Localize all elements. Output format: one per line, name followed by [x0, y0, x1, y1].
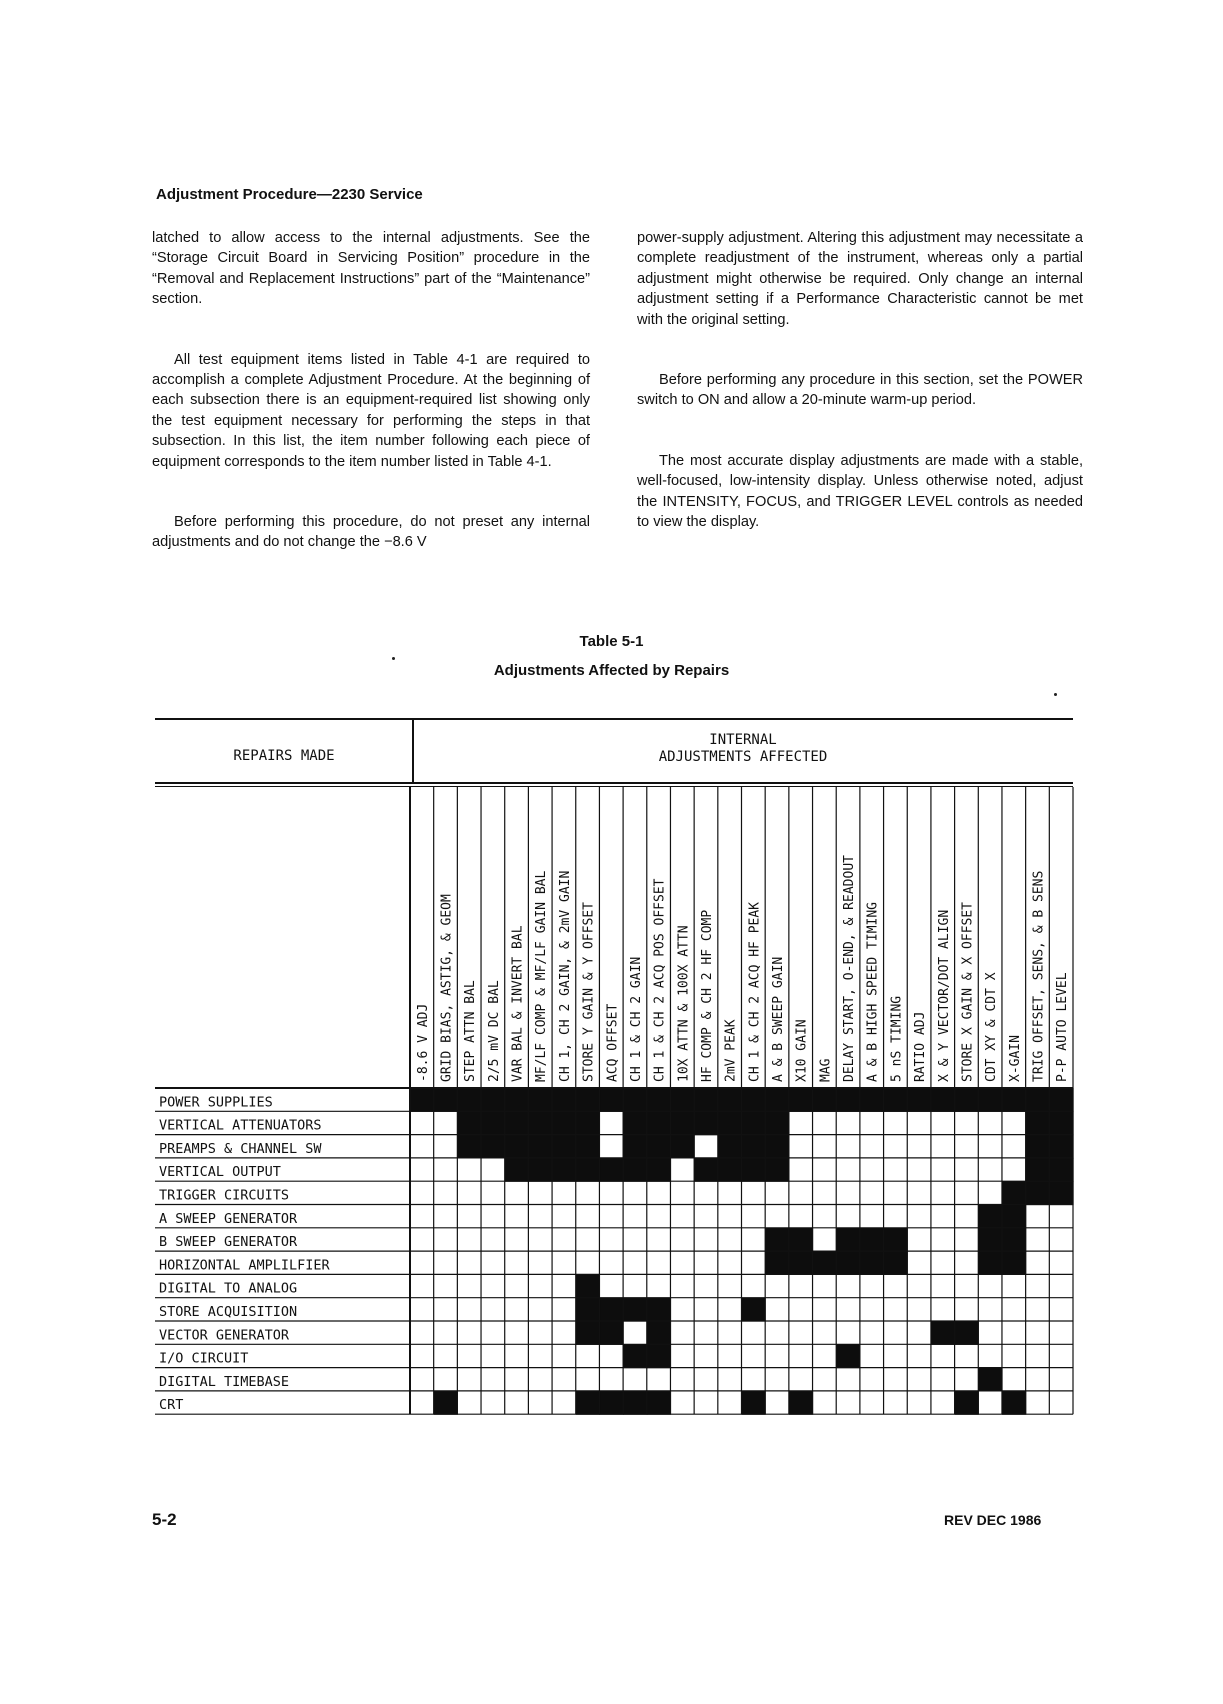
affected-cell [623, 1088, 647, 1112]
affected-cell [1002, 1391, 1026, 1415]
column-header-label: DELAY START, O-END, & READOUT [842, 855, 858, 1082]
affected-cell [647, 1298, 671, 1322]
affected-cell [647, 1158, 671, 1182]
affected-cell [623, 1298, 647, 1322]
internal-header-line-2: ADJUSTMENTS AFFECTED [658, 749, 828, 765]
affected-cell [552, 1158, 576, 1182]
page-number: 5-2 [152, 1510, 177, 1529]
affected-cell [1026, 1088, 1050, 1112]
column-header-label: 5 nS TIMING [889, 995, 905, 1082]
affected-cell [505, 1135, 529, 1159]
affected-cell [599, 1088, 623, 1112]
affected-cell [576, 1111, 600, 1135]
affected-cell [836, 1251, 860, 1275]
affected-cell [789, 1228, 813, 1252]
column-header-label: CH 1 & CH 2 GAIN [628, 956, 644, 1082]
affected-cell [599, 1391, 623, 1415]
affected-cell [978, 1228, 1002, 1252]
affected-cell [552, 1111, 576, 1135]
affected-cell [884, 1228, 908, 1252]
affected-cell [765, 1111, 789, 1135]
revision-date: REV DEC 1986 [944, 1512, 1042, 1528]
column-header-label: VAR BAL & INVERT BAL [510, 925, 526, 1082]
column-header-label: X-GAIN [1007, 1035, 1023, 1082]
affected-cell [481, 1111, 505, 1135]
affected-cell [599, 1158, 623, 1182]
affected-cell [884, 1088, 908, 1112]
column-header-label: A & B HIGH SPEED TIMING [865, 901, 881, 1082]
affected-cell [647, 1321, 671, 1345]
column-header-label: P-P AUTO LEVEL [1055, 972, 1071, 1082]
affected-cell [528, 1111, 552, 1135]
affected-cell [718, 1088, 742, 1112]
affected-cell [765, 1228, 789, 1252]
affected-cell [1049, 1135, 1073, 1159]
affected-cell [434, 1391, 458, 1415]
affected-cell [694, 1111, 718, 1135]
affected-cell [978, 1205, 1002, 1229]
affected-cell [1002, 1251, 1026, 1275]
affected-cell [742, 1088, 766, 1112]
affected-cell [694, 1088, 718, 1112]
affected-cell [457, 1135, 481, 1159]
affected-cell [742, 1135, 766, 1159]
affected-cell [623, 1135, 647, 1159]
affected-cell [623, 1344, 647, 1368]
affected-cell [694, 1158, 718, 1182]
paragraph-4: power-supply adjustment. Altering this adjustment may necessitate a complete readjustment of the instrument, whereas only a partial adjustment might otherwise be required. Only change an internal adjustment setting if a Performance Characteristic cannot be met with the original setting. [637, 230, 1083, 328]
column-header-label: GRID BIAS, ASTIG, & GEOM [439, 894, 455, 1082]
column-header-label: TRIG OFFSET, SENS, & B SENS [1031, 870, 1047, 1082]
affected-cell [813, 1088, 837, 1112]
affected-cell [1002, 1228, 1026, 1252]
affected-cell [576, 1135, 600, 1159]
affected-cell [1002, 1088, 1026, 1112]
row-label: DIGITAL TIMEBASE [159, 1373, 290, 1390]
affected-cell [955, 1088, 979, 1112]
affected-cell [765, 1088, 789, 1112]
affected-cell [528, 1158, 552, 1182]
affected-cell [765, 1158, 789, 1182]
affected-cell [576, 1298, 600, 1322]
column-header-label: HF COMP & CH 2 HF COMP [699, 909, 715, 1082]
affected-cell [528, 1135, 552, 1159]
affected-cell [836, 1344, 860, 1368]
affected-cell [742, 1111, 766, 1135]
affected-cell [978, 1251, 1002, 1275]
affected-cell [718, 1158, 742, 1182]
row-label: PREAMPS & CHANNEL SW [159, 1140, 322, 1157]
row-label: VECTOR GENERATOR [159, 1327, 290, 1344]
affected-cell [931, 1321, 955, 1345]
column-header-label: -8.6 V ADJ [415, 1003, 431, 1082]
internal-header-line-1: INTERNAL [709, 732, 777, 748]
affected-cell [576, 1158, 600, 1182]
affected-cell [647, 1088, 671, 1112]
affected-cell [599, 1321, 623, 1345]
scan-speck [392, 657, 395, 660]
affected-cell [552, 1088, 576, 1112]
repairs-made-header: REPAIRS MADE [233, 748, 335, 764]
affected-cell [742, 1158, 766, 1182]
affected-cell [670, 1088, 694, 1112]
affected-cell [457, 1088, 481, 1112]
affected-cell [410, 1088, 434, 1112]
running-head: Adjustment Procedure—2230 Service [156, 186, 423, 203]
affected-cell [978, 1088, 1002, 1112]
affected-cell [718, 1111, 742, 1135]
affected-cell [647, 1391, 671, 1415]
affected-cell [1026, 1135, 1050, 1159]
column-header-label: STEP ATTN BAL [463, 980, 479, 1082]
affected-cell [860, 1228, 884, 1252]
affected-cell [742, 1391, 766, 1415]
affected-cell [647, 1135, 671, 1159]
row-label: POWER SUPPLIES [159, 1094, 273, 1111]
affected-cell [789, 1391, 813, 1415]
affected-cell [1026, 1111, 1050, 1135]
paragraph-1: latched to allow access to the internal adjustments. See the “Storage Circuit Board in Servicing Position” procedure in the “Removal and Replacement Instructions” part of the “Maintenance” section. [152, 230, 590, 308]
row-label: DIGITAL TO ANALOG [159, 1280, 298, 1297]
column-header-label: CH 1 & CH 2 ACQ HF PEAK [747, 901, 763, 1082]
affected-cell [765, 1251, 789, 1275]
column-header-label: ACQ OFFSET [605, 1003, 621, 1082]
column-header-label: CDT XY & CDT X [984, 972, 1000, 1082]
affected-cell [647, 1344, 671, 1368]
affected-cell [836, 1228, 860, 1252]
affected-cell [623, 1391, 647, 1415]
paragraph-6: The most accurate display adjustments are made with a stable, well-focused, low-intensity display. Unless otherwise noted, adjust the INTENSITY, FOCUS, and TRIGGER LEVEL controls as needed to view the display. [637, 452, 1083, 531]
affected-cell [860, 1088, 884, 1112]
affected-cell [789, 1088, 813, 1112]
row-label: B SWEEP GENERATOR [159, 1234, 298, 1251]
affected-cell [955, 1391, 979, 1415]
affected-cell [457, 1111, 481, 1135]
column-header-label: 2mV PEAK [723, 1019, 739, 1082]
affected-cell [1026, 1158, 1050, 1182]
affected-cell [434, 1088, 458, 1112]
affected-cell [1049, 1181, 1073, 1205]
affected-cell [884, 1251, 908, 1275]
paragraph-5: Before performing any procedure in this section, set the POWER switch to ON and allow a 20-minute warm-up period. [637, 372, 1083, 409]
row-label: CRT [159, 1397, 184, 1414]
affected-cell [623, 1111, 647, 1135]
affected-cell [907, 1088, 931, 1112]
column-header-label: STORE X GAIN & X OFFSET [960, 901, 976, 1082]
affected-cell [860, 1251, 884, 1275]
affected-cell [528, 1088, 552, 1112]
scan-speck [1054, 693, 1057, 696]
row-label: VERTICAL ATTENUATORS [159, 1117, 322, 1134]
row-label: HORIZONTAL AMPLILFIER [159, 1257, 330, 1274]
column-header-label: 10X ATTN & 100X ATTN [676, 925, 692, 1082]
column-header-label: A & B SWEEP GAIN [771, 956, 787, 1082]
affected-cell [670, 1135, 694, 1159]
column-header-label: RATIO ADJ [913, 1011, 929, 1082]
affected-cell [576, 1088, 600, 1112]
affected-cell [576, 1321, 600, 1345]
affected-cell [836, 1088, 860, 1112]
affected-cell [505, 1111, 529, 1135]
affected-cell [505, 1088, 529, 1112]
affected-cell [599, 1298, 623, 1322]
table-title: Adjustments Affected by Repairs [493, 662, 730, 679]
column-header-label: MF/LF COMP & MF/LF GAIN BAL [534, 870, 550, 1082]
affected-cell [481, 1135, 505, 1159]
row-label: VERTICAL OUTPUT [159, 1164, 281, 1181]
affected-cell [765, 1135, 789, 1159]
column-header-label: CH 1 & CH 2 ACQ POS OFFSET [652, 878, 668, 1082]
affected-cell [647, 1111, 671, 1135]
affected-cell [670, 1111, 694, 1135]
column-header-label: CH 1, CH 2 GAIN, & 2mV GAIN [557, 870, 573, 1082]
affected-cell [931, 1088, 955, 1112]
affected-cell [789, 1251, 813, 1275]
column-header-label: STORE Y GAIN & Y OFFSET [581, 901, 597, 1082]
affected-cell [576, 1391, 600, 1415]
affected-cell [718, 1135, 742, 1159]
affected-cell [1049, 1088, 1073, 1112]
row-label: A SWEEP GENERATOR [159, 1210, 298, 1227]
table-number: Table 5-1 [579, 633, 644, 650]
affected-cell [1002, 1205, 1026, 1229]
column-header-label: X10 GAIN [794, 1019, 810, 1082]
affected-cell [1049, 1158, 1073, 1182]
row-label: I/O CIRCUIT [159, 1350, 249, 1367]
affected-cell [742, 1298, 766, 1322]
affected-cell [623, 1158, 647, 1182]
affected-cell [1026, 1181, 1050, 1205]
affected-cell [552, 1135, 576, 1159]
affected-cell [955, 1321, 979, 1345]
affected-cell [813, 1251, 837, 1275]
row-label: TRIGGER CIRCUITS [159, 1187, 290, 1204]
row-label: STORE ACQUISITION [159, 1304, 298, 1320]
column-header-label: MAG [818, 1058, 834, 1082]
affected-cell [1002, 1181, 1026, 1205]
affected-cell [1049, 1111, 1073, 1135]
paragraph-2: All test equipment items listed in Table 4-1 are required to accomplish a complete Adjustment Procedure. At the beginning of each subsection there is an equipment-required list showing only the test equipment necessary for performing the steps in that subsection. In this list, the item number following each piece of equipment corresponds to the item number listed in Table 4-1. [152, 351, 590, 470]
affected-cell [978, 1368, 1002, 1392]
affected-cell [505, 1158, 529, 1182]
affected-cell [481, 1088, 505, 1112]
affected-cell [576, 1274, 600, 1298]
paragraph-3: Before performing this procedure, do not preset any internal adjustments and do not change the −8.6 V [152, 514, 590, 551]
column-header-label: X & Y VECTOR/DOT ALIGN [936, 909, 952, 1082]
column-header-label: 2/5 mV DC BAL [486, 980, 502, 1082]
